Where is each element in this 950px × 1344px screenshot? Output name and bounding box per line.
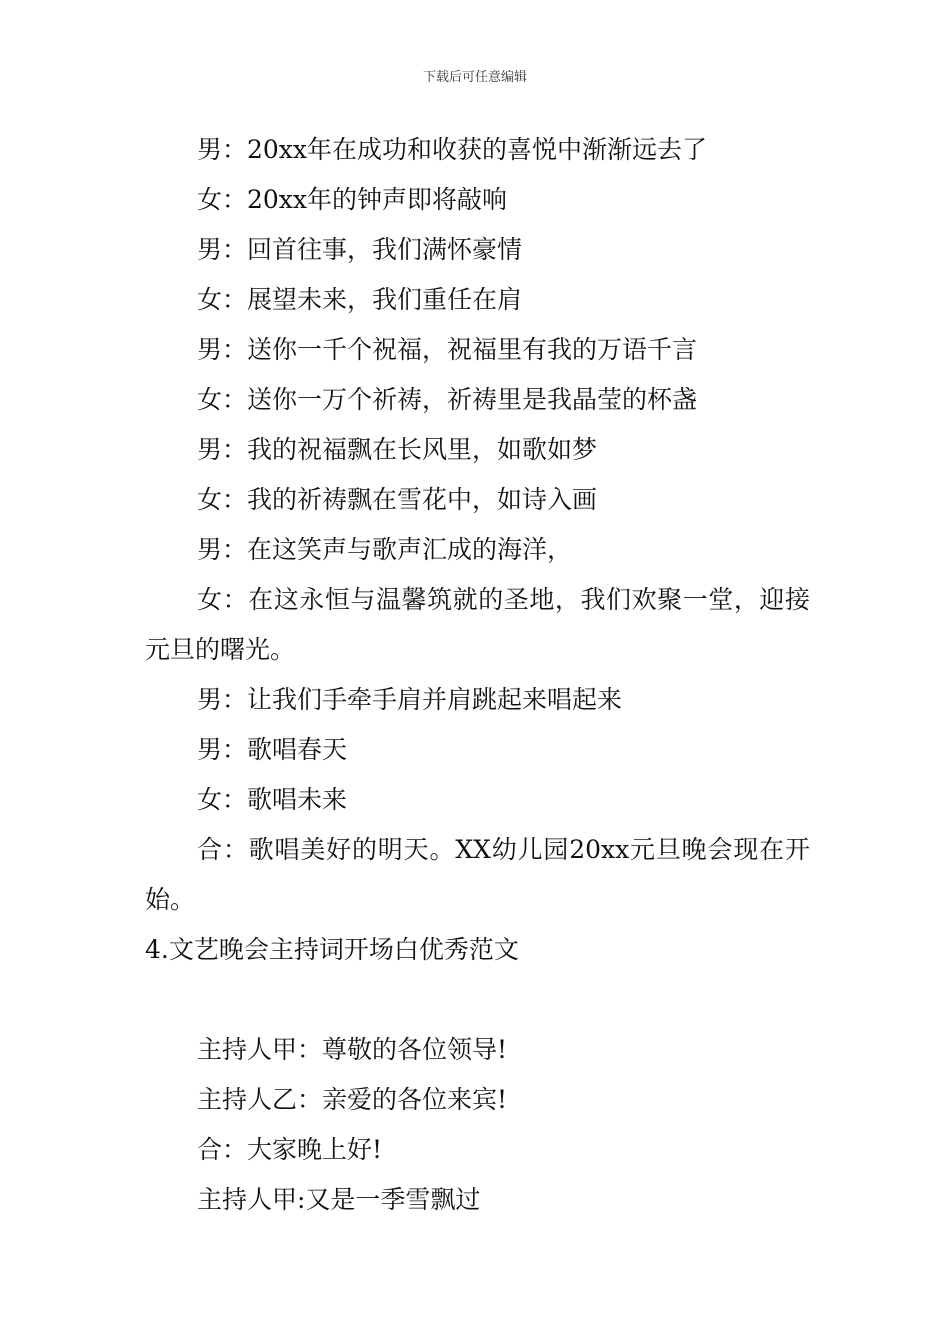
dialogue-line: 女：送你一万个祈祷，祈祷里是我晶莹的杯盏 [197,385,698,414]
dialogue-line: 男：歌唱春天 [197,735,348,764]
dialogue-line: 男：在这笑声与歌声汇成的海洋， [197,535,573,564]
dialogue-line: 女：歌唱未来 [197,785,348,814]
dialogue-line: 女：展望未来，我们重任在肩 [197,285,523,314]
page-header: 下载后可任意编辑 [422,70,527,85]
dialogue-line: 女：20xx年的钟声即将敲响 [197,185,508,214]
dialogue-line: 男：我的祝福飘在长风里，如歌如梦 [197,435,598,464]
dialogue-line: 男：20xx年在成功和收获的喜悦中渐渐远去了 [197,135,708,164]
host-line: 主持人甲:又是一季雪飘过 [197,1185,481,1214]
dialogue-line: 男：让我们手牵手肩并肩跳起来唱起来 [197,685,623,714]
dialogue-line: 男：送你一千个祝福，祝福里有我的万语千言 [197,335,698,364]
dialogue-line: 合：歌唱美好的明天。XX幼儿园20xx元旦晚会现在开始。 [145,835,810,914]
dialogue-line: 女：我的祈祷飘在雪花中，如诗入画 [197,485,598,514]
host-line: 主持人乙：亲爱的各位来宾! [197,1085,508,1114]
dialogue-line: 男：回首往事，我们满怀豪情 [197,235,523,264]
host-line: 合：大家晚上好! [197,1135,383,1164]
dialogue-line: 女：在这永恒与温馨筑就的圣地，我们欢聚一堂，迎接元旦的曙光。 [145,585,810,664]
host-line: 主持人甲：尊敬的各位领导! [197,1035,508,1064]
section-heading: 4.文艺晚会主持词开场白优秀范文 [145,935,519,964]
document-body [145,125,810,1225]
